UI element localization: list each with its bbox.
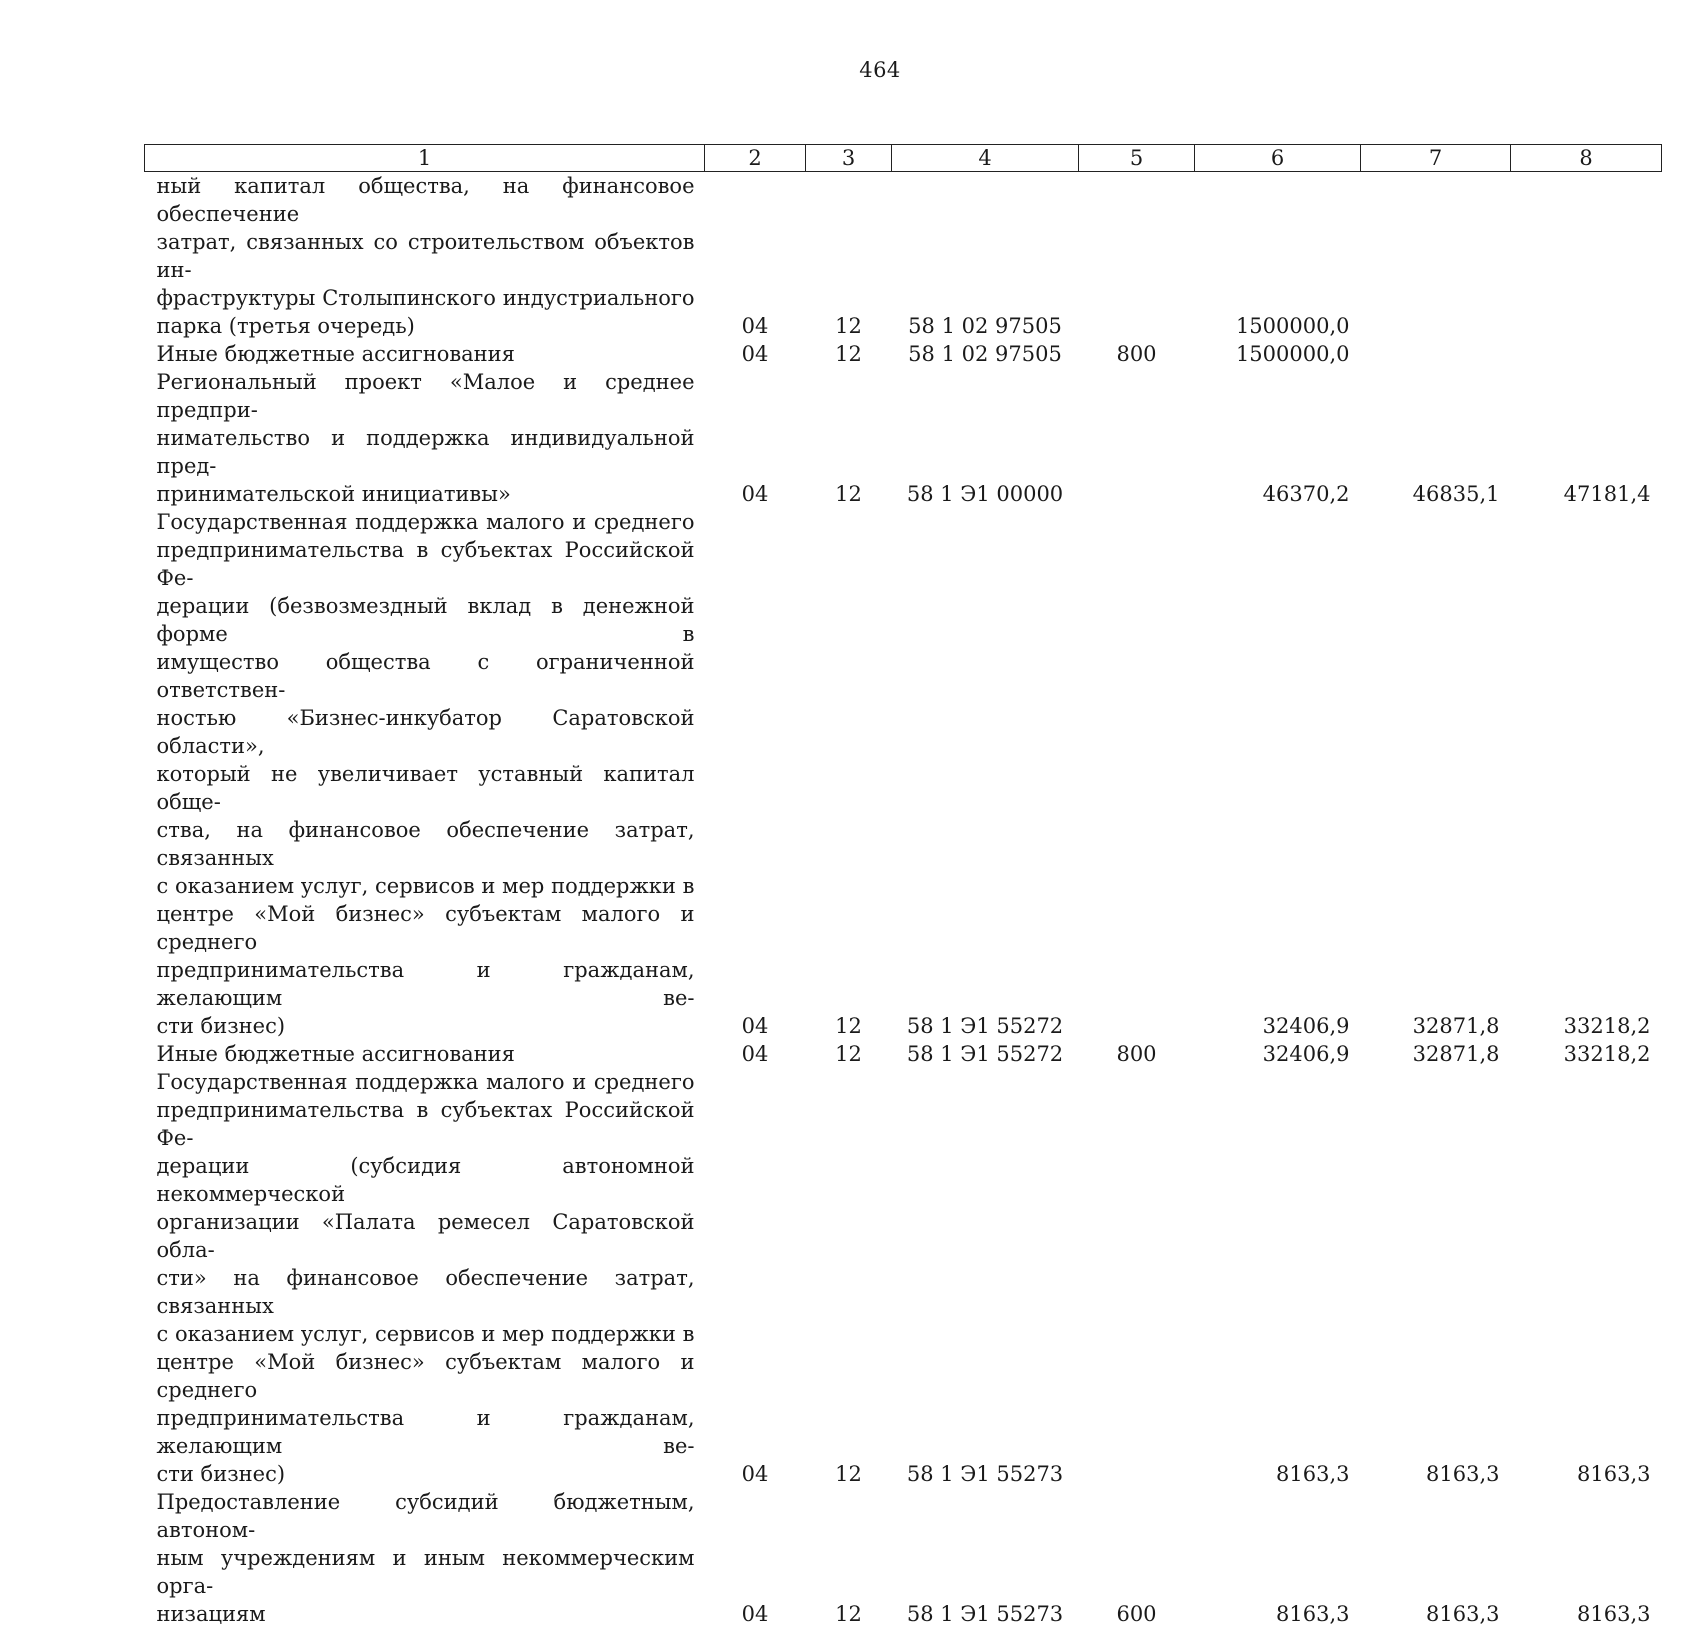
- description-line: предпринимательства и гражданам, желающим ве-: [157, 1404, 695, 1460]
- description-line: центре «Мой бизнес» субъектам малого и среднего: [157, 1348, 695, 1404]
- description-line: имущество общества с ограниченной ответствен-: [157, 648, 695, 704]
- amount-year-2: [1361, 340, 1511, 368]
- table-row: [145, 1040, 1662, 1068]
- target-article-code: 58 1 Э1 55272: [892, 508, 1079, 1040]
- description-line: ства, на финансовое обеспечение затрат, связанных: [157, 816, 695, 872]
- subsection-code: 12: [806, 368, 892, 508]
- table-row: [145, 340, 1662, 368]
- row-description: [145, 1040, 705, 1068]
- amount-year-1: 1500000,0: [1195, 172, 1361, 341]
- description-line: центре «Мой бизнес» субъектам малого и среднего: [157, 900, 695, 956]
- amount-year-3: [1511, 172, 1662, 341]
- amount-year-3: 8163,3: [1511, 1488, 1662, 1628]
- description-line: фраструктуры Столыпинского индустриального: [157, 284, 695, 312]
- amount-year-3: 33218,2: [1511, 508, 1662, 1040]
- description-line: Региональный проект «Малое и среднее предпри-: [157, 368, 695, 424]
- amount-year-1: 32406,9: [1195, 508, 1361, 1040]
- column-header-2: 2: [705, 145, 806, 172]
- column-header-8: 8: [1511, 145, 1662, 172]
- row-description: [145, 508, 705, 1040]
- target-article-code: 58 1 Э1 55273: [892, 1488, 1079, 1628]
- description-line: затрат, связанных со строительством объектов ин-: [157, 228, 695, 284]
- expense-type-code: [1079, 172, 1195, 341]
- description-line: Иные бюджетные ассигнования: [157, 340, 695, 368]
- description-line: ным учреждениям и иным некоммерческим орга-: [157, 1544, 695, 1600]
- column-number-header-row: [145, 145, 1662, 172]
- description-line: дерации (безвозмездный вклад в денежной форме в: [157, 592, 695, 648]
- row-description: [145, 1068, 705, 1488]
- amount-year-2: 32871,8: [1361, 508, 1511, 1040]
- description-line: который не увеличивает уставный капитал обще-: [157, 760, 695, 816]
- section-code: 04: [705, 368, 806, 508]
- target-article-code: 58 1 02 97505: [892, 172, 1079, 341]
- section-code: 04: [705, 172, 806, 341]
- description-line: парка (третья очередь): [157, 312, 695, 340]
- column-header-5: 5: [1079, 145, 1195, 172]
- column-header-1: 1: [145, 145, 705, 172]
- description-line: Иные бюджетные ассигнования: [157, 1040, 695, 1068]
- amount-year-2: [1361, 172, 1511, 341]
- section-code: 04: [705, 340, 806, 368]
- subsection-code: 12: [806, 340, 892, 368]
- description-line: принимательской инициативы»: [157, 480, 695, 508]
- amount-year-2: 8163,3: [1361, 1068, 1511, 1488]
- column-header-3: 3: [806, 145, 892, 172]
- section-code: 04: [705, 1068, 806, 1488]
- expense-type-code: [1079, 1068, 1195, 1488]
- description-line: предпринимательства и гражданам, желающим ве-: [157, 956, 695, 1012]
- table-row: [145, 508, 1662, 1040]
- description-line: предпринимательства в субъектах Российской Фе-: [157, 1096, 695, 1152]
- expense-type-code: 600: [1079, 1488, 1195, 1628]
- section-code: 04: [705, 1040, 806, 1068]
- description-line: сти» на финансовое обеспечение затрат, связанных: [157, 1264, 695, 1320]
- amount-year-2: 46835,1: [1361, 368, 1511, 508]
- row-description: [145, 1488, 705, 1628]
- section-code: 04: [705, 508, 806, 1040]
- amount-year-1: 8163,3: [1195, 1488, 1361, 1628]
- column-header-6: 6: [1195, 145, 1361, 172]
- target-article-code: 58 1 02 97505: [892, 340, 1079, 368]
- row-description: [145, 368, 705, 508]
- table-row: [145, 1068, 1662, 1488]
- table-body: [145, 172, 1662, 1628]
- description-line: с оказанием услуг, сервисов и мер поддержки в: [157, 1320, 695, 1348]
- description-line: ный капитал общества, на финансовое обеспечение: [157, 172, 695, 228]
- column-header-7: 7: [1361, 145, 1511, 172]
- amount-year-2: 32871,8: [1361, 1040, 1511, 1068]
- column-header-4: 4: [892, 145, 1079, 172]
- amount-year-1: 8163,3: [1195, 1068, 1361, 1488]
- description-line: Государственная поддержка малого и среднего: [157, 508, 695, 536]
- row-description: [145, 340, 705, 368]
- description-line: Государственная поддержка малого и среднего: [157, 1068, 695, 1096]
- description-line: организации «Палата ремесел Саратовской обла-: [157, 1208, 695, 1264]
- page-number: 464: [0, 58, 1697, 82]
- subsection-code: 12: [806, 1040, 892, 1068]
- amount-year-3: [1511, 340, 1662, 368]
- description-line: ностью «Бизнес-инкубатор Саратовской области»,: [157, 704, 695, 760]
- expense-type-code: [1079, 368, 1195, 508]
- target-article-code: 58 1 Э1 00000: [892, 368, 1079, 508]
- table-row: [145, 172, 1662, 341]
- row-description: [145, 172, 705, 341]
- table-row: [145, 1488, 1662, 1628]
- description-line: нимательство и поддержка индивидуальной пред-: [157, 424, 695, 480]
- subsection-code: 12: [806, 1068, 892, 1488]
- subsection-code: 12: [806, 172, 892, 341]
- subsection-code: 12: [806, 1488, 892, 1628]
- description-line: сти бизнес): [157, 1012, 695, 1040]
- amount-year-1: 32406,9: [1195, 1040, 1361, 1068]
- description-line: с оказанием услуг, сервисов и мер поддержки в: [157, 872, 695, 900]
- target-article-code: 58 1 Э1 55272: [892, 1040, 1079, 1068]
- table-row: [145, 368, 1662, 508]
- amount-year-1: 1500000,0: [1195, 340, 1361, 368]
- amount-year-3: 8163,3: [1511, 1068, 1662, 1488]
- target-article-code: 58 1 Э1 55273: [892, 1068, 1079, 1488]
- section-code: 04: [705, 1488, 806, 1628]
- description-line: дерации (субсидия автономной некоммерческой: [157, 1152, 695, 1208]
- description-line: Предоставление субсидий бюджетным, автоном-: [157, 1488, 695, 1544]
- description-line: сти бизнес): [157, 1460, 695, 1488]
- amount-year-3: 47181,4: [1511, 368, 1662, 508]
- expense-type-code: 800: [1079, 1040, 1195, 1068]
- amount-year-2: 8163,3: [1361, 1488, 1511, 1628]
- expense-type-code: [1079, 508, 1195, 1040]
- description-line: низациям: [157, 1600, 695, 1628]
- subsection-code: 12: [806, 508, 892, 1040]
- amount-year-3: 33218,2: [1511, 1040, 1662, 1068]
- budget-table: [144, 144, 1662, 1628]
- expense-type-code: 800: [1079, 340, 1195, 368]
- amount-year-1: 46370,2: [1195, 368, 1361, 508]
- description-line: предпринимательства в субъектах Российской Фе-: [157, 536, 695, 592]
